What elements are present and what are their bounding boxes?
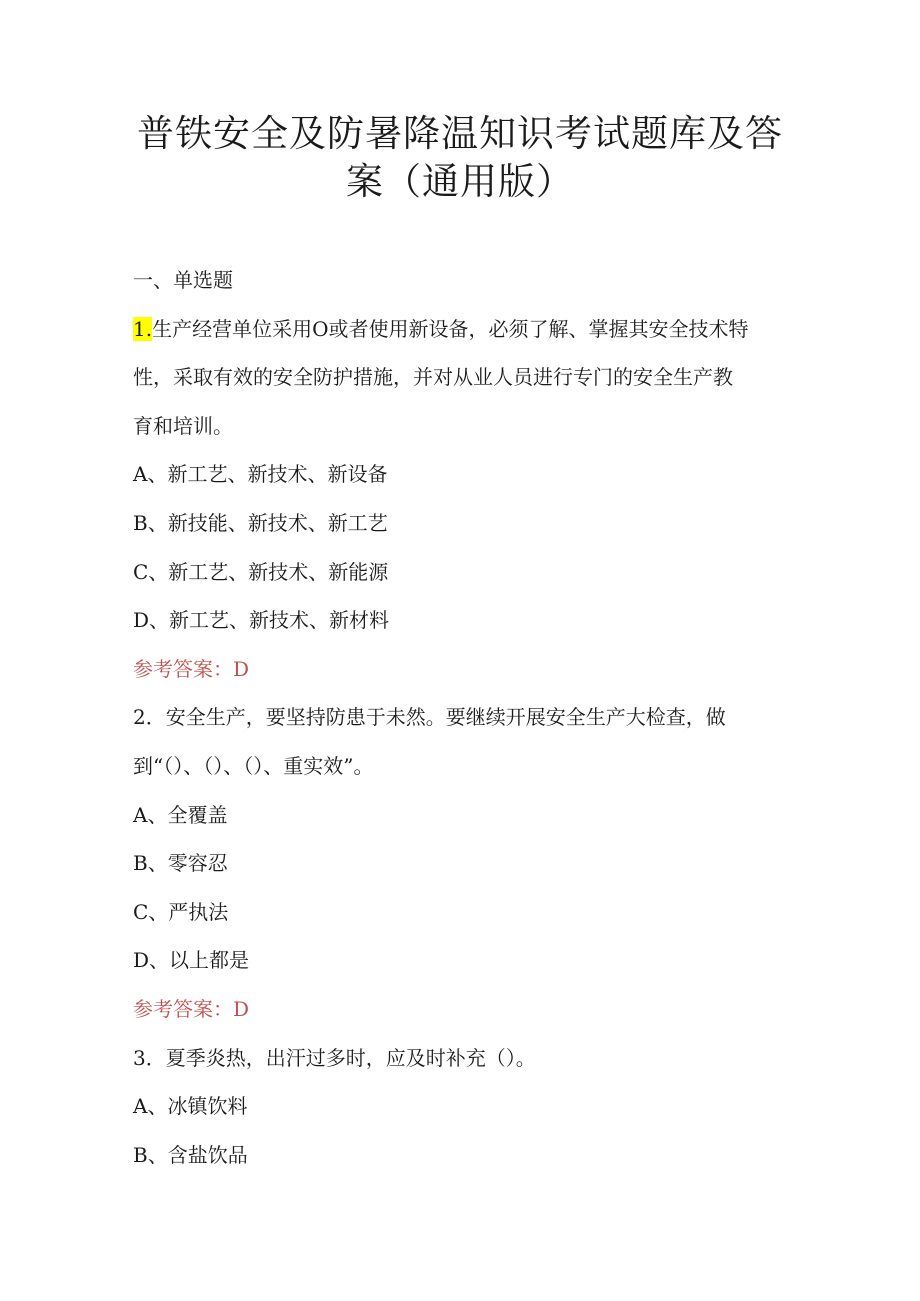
document-title xyxy=(120,110,800,206)
question-1-line-3: 育和培训。 xyxy=(133,413,233,438)
question-3-line-1: 3．夏季炎热，出汗过多时，应及时补充（）。 xyxy=(133,1045,536,1070)
section-heading: 一、单选题 xyxy=(133,268,233,292)
question-2-option-a: A、全覆盖 xyxy=(133,802,228,827)
question-2-answer: 参考答案：D xyxy=(133,996,250,1021)
question-1-option-c: C、新工艺、新技术、新能源 xyxy=(133,559,389,584)
question-1-line-1 xyxy=(133,305,803,354)
question-2-option-d: D、以上都是 xyxy=(133,948,250,973)
question-1-option-b: B、新技能、新技术、新工艺 xyxy=(133,510,388,535)
question-2-line-1: 2．安全生产，要坚持防患于未然。要继续开展安全生产大检查，做 xyxy=(133,705,726,730)
question-1-option-a: A、新工艺、新技术、新设备 xyxy=(133,462,388,487)
question-3-option-b: B、含盐饮品 xyxy=(133,1142,248,1167)
question-1-option-d: D、新工艺、新技术、新材料 xyxy=(133,608,390,633)
question-3-option-a: A、冰镇饮料 xyxy=(133,1094,248,1119)
title-line-1: 普铁安全及防暑降温知识考试题库及答 xyxy=(137,112,783,155)
document-body xyxy=(133,256,803,1179)
question-1-number: 1. xyxy=(133,316,153,341)
question-1-text: 生产经营单位采用O或者使用新设备，必须了解、掌握其安全技术特 xyxy=(152,316,749,341)
question-2-line-2: 到“（）、（）、（）、重实效”。 xyxy=(133,753,374,778)
title-line-2: 案（通用版） xyxy=(346,160,574,203)
question-1-answer: 参考答案：D xyxy=(133,656,250,681)
question-2-option-b: B、零容忍 xyxy=(133,851,228,876)
question-2-option-c: C、严执法 xyxy=(133,899,229,924)
question-1-line-2: 性，采取有效的安全防护措施，并对从业人员进行专门的安全生产教 xyxy=(133,365,733,390)
